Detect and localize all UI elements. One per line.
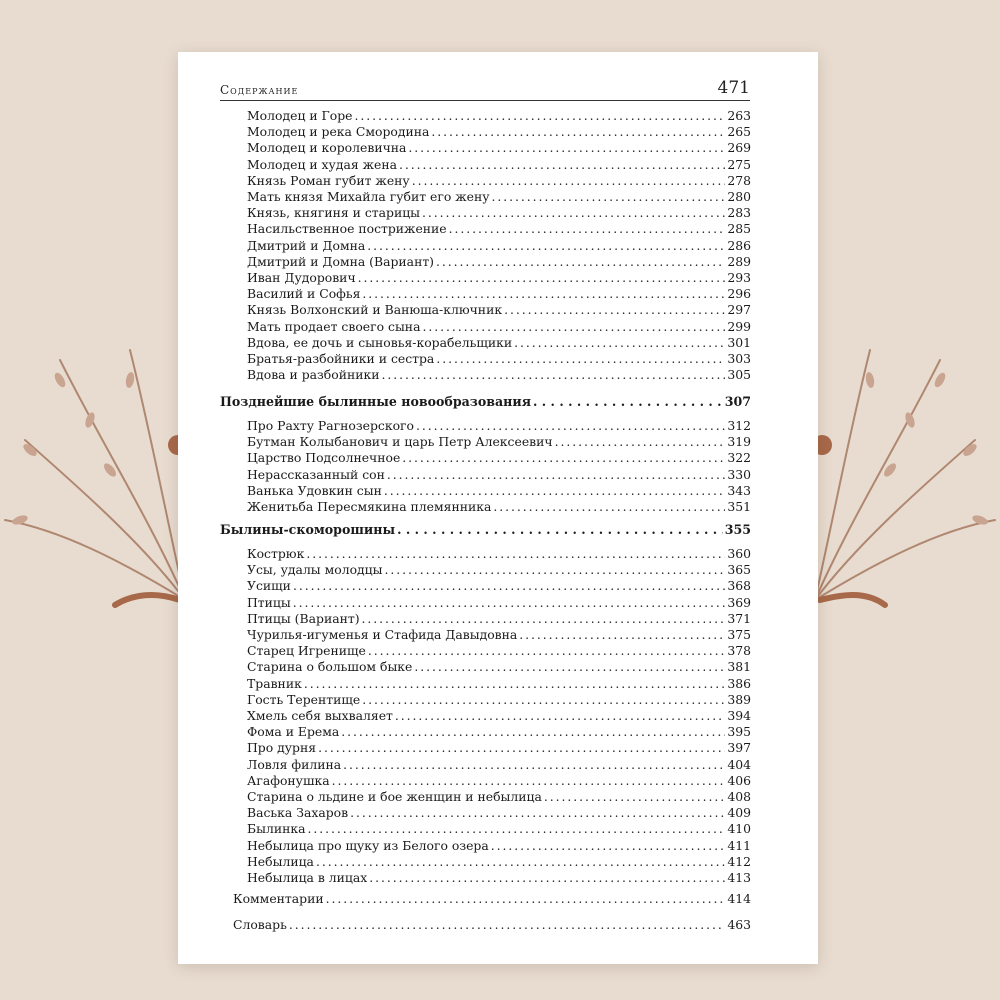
dot-leader <box>491 838 726 854</box>
toc-entry-page: 343 <box>727 482 751 498</box>
dot-leader <box>493 499 725 515</box>
toc-entry-page: 278 <box>727 172 751 188</box>
toc-entry-page: 355 <box>724 522 751 537</box>
toc-entry-title: Молодец и худая жена <box>247 156 397 172</box>
toc-entry-title: Травник <box>247 675 302 691</box>
toc-entry-title: Позднейшие былинные новообразования <box>220 394 532 409</box>
toc-entry-page: 351 <box>727 499 751 514</box>
toc-entry-title: Дмитрий и Домна (Вариант) <box>247 253 435 269</box>
toc-entry-page: 297 <box>727 302 751 318</box>
toc-entry-title: Былинка <box>247 821 306 837</box>
toc-entry-title: Князь Роман губит жену <box>247 172 410 188</box>
toc-entry-page: 283 <box>727 205 751 221</box>
dot-leader <box>308 821 726 837</box>
toc-entry-page: 389 <box>727 691 751 707</box>
toc-entry-page: 368 <box>727 578 751 594</box>
toc-entry-page: 269 <box>727 140 751 156</box>
toc-entry-title: Словарь <box>233 917 287 932</box>
toc-entry-title: Усищи <box>247 578 291 594</box>
toc-entry-title: Ванька Удовкин сын <box>247 482 382 498</box>
toc-entry-page: 263 <box>727 108 751 123</box>
dot-leader <box>293 578 725 594</box>
toc-entry-title: Старец Игренище <box>247 643 366 659</box>
toc-entry-title: Дмитрий и Домна <box>247 237 366 253</box>
dot-leader <box>343 757 725 773</box>
toc-entry <box>247 692 751 708</box>
toc-entry <box>247 467 751 483</box>
toc-entry <box>247 238 751 254</box>
toc-entry-page: 286 <box>727 237 751 253</box>
toc-entry-page: 312 <box>727 418 751 433</box>
toc-entry <box>247 499 751 515</box>
toc-entry-page: 307 <box>724 394 751 409</box>
toc-entry <box>247 595 751 611</box>
toc-entry-page: 381 <box>727 659 751 675</box>
dot-leader <box>514 335 725 351</box>
toc-entry-page: 409 <box>727 805 751 821</box>
toc-entry-page: 463 <box>727 917 751 932</box>
toc-entry-title: Чурилья-игуменья и Стафида Давыдовна <box>247 627 518 642</box>
dot-leader <box>304 676 726 692</box>
toc-entry <box>247 205 751 221</box>
toc-entry-page: 322 <box>727 450 751 466</box>
dot-leader <box>436 351 725 367</box>
toc-entry-title: Вдова и разбойники <box>247 367 380 383</box>
dot-leader <box>326 891 726 907</box>
toc-entry <box>247 676 751 692</box>
toc-entry-page: 397 <box>727 740 751 756</box>
dot-leader <box>431 124 725 140</box>
dot-leader <box>306 546 725 562</box>
dot-leader <box>341 724 725 740</box>
dot-leader <box>354 108 725 124</box>
toc-entry-title: Царство Подсолнечное <box>247 450 401 466</box>
toc-entry-page: 293 <box>727 270 751 285</box>
dot-leader <box>362 692 725 708</box>
dot-leader <box>318 740 725 756</box>
toc-entry <box>247 805 751 821</box>
toc-entry <box>247 483 751 499</box>
toc-section-heading <box>220 522 751 538</box>
toc-entry-page: 369 <box>727 594 751 610</box>
toc-entry <box>247 367 751 383</box>
toc-entry-title: Женитьба Пересмякина племянника <box>247 499 492 514</box>
toc-entry-title: Небылица про щуку из Белого озера <box>247 837 489 853</box>
toc-entry-page: 386 <box>727 675 751 691</box>
toc-entry-title: Молодец и Горе <box>247 108 353 123</box>
toc-entry-page: 289 <box>727 253 751 269</box>
toc-entry-title: Птицы <box>247 594 291 610</box>
toc-entry <box>247 157 751 173</box>
toc-entry <box>247 418 751 434</box>
toc-entry-page: 404 <box>727 756 751 772</box>
toc-entry <box>247 789 751 805</box>
toc-entry-title: Старина о большом быке <box>247 659 413 675</box>
toc-entry <box>247 708 751 724</box>
toc-entry <box>247 434 751 450</box>
dot-leader <box>408 140 725 156</box>
toc-entry <box>247 821 751 837</box>
toc-entry-title: Мать князя Михайла губит его жену <box>247 189 490 204</box>
toc-section-heading <box>220 394 751 410</box>
dot-leader <box>449 221 726 237</box>
toc-entry <box>247 659 751 675</box>
dot-leader <box>402 450 725 466</box>
toc-entry-title: Фома и Ерема <box>247 724 340 740</box>
toc-entry-title: Иван Дудорович <box>247 270 356 285</box>
toc-entry <box>247 450 751 466</box>
toc-entry-title: Усы, удалы молодцы <box>247 562 383 578</box>
toc-entry <box>247 335 751 351</box>
toc-entry-title: Про дурня <box>247 740 317 756</box>
dot-leader <box>332 773 726 789</box>
toc-entry-page: 413 <box>727 870 751 885</box>
toc-entry-title: Мать продает своего сына <box>247 318 421 334</box>
toc-entry-title: Кострюк <box>247 546 305 561</box>
toc-entry <box>247 773 751 789</box>
toc-entry-page: 395 <box>727 724 751 740</box>
dot-leader <box>385 562 726 578</box>
toc-entry-page: 410 <box>727 821 751 837</box>
toc-entry-title: Нерассказанный сон <box>247 466 385 482</box>
toc-entry <box>247 724 751 740</box>
toc-entry-page: 319 <box>727 434 751 450</box>
toc-entry <box>247 319 751 335</box>
dot-leader <box>367 238 725 254</box>
dot-leader <box>492 189 726 205</box>
toc-entry-page: 330 <box>727 466 751 482</box>
dot-leader <box>350 805 725 821</box>
dot-leader <box>422 205 725 221</box>
dot-leader <box>381 367 725 383</box>
toc-entry-page: 371 <box>727 610 751 626</box>
toc-entry-title: Князь, княгиня и старицы <box>247 205 421 221</box>
dot-leader <box>384 483 725 499</box>
toc-entry-page: 375 <box>727 627 751 642</box>
toc-entry-title: Старина о льдине и бое женщин и небылица <box>247 789 542 804</box>
running-head-page-number: 471 <box>717 78 750 98</box>
dot-leader <box>289 917 725 933</box>
toc-entry <box>247 838 751 854</box>
toc-entry-page: 296 <box>727 286 751 302</box>
toc-entry-title: Небылица <box>247 853 314 869</box>
toc-entry-title: Гость Терентище <box>247 691 361 707</box>
toc-entry <box>247 124 751 140</box>
toc-entry-title: Небылица в лицах <box>247 870 368 885</box>
dot-leader <box>544 789 725 805</box>
toc-entry-title: Бутман Колыбанович и царь Петр Алексеевич <box>247 434 553 450</box>
toc-entry <box>247 108 751 124</box>
toc-entry-page: 412 <box>727 853 751 869</box>
toc-entry-title: Братья-разбойники и сестра <box>247 351 435 366</box>
running-head-title: Содержание <box>220 83 299 97</box>
toc-entry <box>247 546 751 562</box>
toc-entry-title: Хмель себя выхваляет <box>247 708 393 723</box>
dot-leader <box>316 854 725 870</box>
dot-leader <box>414 659 725 675</box>
toc-entry <box>247 189 751 205</box>
toc-entry-title: Вдова, ее дочь и сыновья-корабельщики <box>247 334 513 350</box>
dot-leader <box>397 522 723 538</box>
dot-leader <box>368 643 726 659</box>
running-head <box>220 78 750 101</box>
toc-entry <box>247 173 751 189</box>
toc-entry <box>247 627 751 643</box>
toc-entry <box>247 578 751 594</box>
toc-entry-page: 411 <box>727 837 751 853</box>
toc-entry-page: 394 <box>727 708 751 723</box>
dot-leader <box>555 434 726 450</box>
dot-leader <box>533 394 723 410</box>
toc-entry <box>247 740 751 756</box>
toc-entry <box>247 221 751 237</box>
dot-leader <box>399 157 725 173</box>
toc-entry-page: 365 <box>727 562 751 578</box>
dot-leader <box>293 595 726 611</box>
toc-entry-title: Васька Захаров <box>247 805 349 821</box>
dot-leader <box>369 870 725 886</box>
toc-entry-page: 303 <box>727 351 751 366</box>
toc-entry-title: Василий и Софья <box>247 286 361 302</box>
toc-entry-page: 280 <box>727 189 751 204</box>
toc-entry-title: Птицы (Вариант) <box>247 610 360 626</box>
toc-entry <box>247 757 751 773</box>
toc-entry-title: Молодец и река Смородина <box>247 124 430 140</box>
toc-entry <box>247 643 751 659</box>
dot-leader <box>362 286 725 302</box>
dot-leader <box>519 627 725 643</box>
toc-entry <box>247 286 751 302</box>
toc-entry <box>247 254 751 270</box>
toc-entry-page: 299 <box>727 318 751 334</box>
toc-entry <box>247 562 751 578</box>
dot-leader <box>422 319 725 335</box>
toc-entry-page: 414 <box>727 891 751 906</box>
toc-entry <box>247 140 751 156</box>
toc-entry-page: 285 <box>727 221 751 237</box>
dot-leader <box>436 254 725 270</box>
toc-entry-page: 265 <box>727 124 751 140</box>
dot-leader <box>504 302 725 318</box>
toc-entry-title: Былины-скоморошины <box>220 522 396 537</box>
toc-entry-page: 301 <box>727 334 751 350</box>
dot-leader <box>362 611 726 627</box>
toc-entry-title: Молодец и королевична <box>247 140 407 156</box>
toc-commentary <box>233 891 751 907</box>
toc-entry <box>247 351 751 367</box>
toc-entry-page: 275 <box>727 156 751 172</box>
dot-leader <box>358 270 726 286</box>
book-page <box>178 52 818 964</box>
toc-glossary <box>233 917 751 933</box>
toc-entry-title: Ловля филина <box>247 756 342 772</box>
toc-entry <box>247 870 751 886</box>
toc-entry-title: Про Рахту Рагнозерского <box>247 418 414 433</box>
toc-entry-page: 360 <box>727 546 751 561</box>
toc-entry <box>247 854 751 870</box>
toc-entry-title: Князь Волхонский и Ванюша-ключник <box>247 302 503 318</box>
toc-entry-page: 408 <box>727 789 751 804</box>
toc-entry-page: 305 <box>727 367 751 383</box>
toc-entry-title: Комментарии <box>233 891 324 906</box>
toc-entry <box>247 302 751 318</box>
dot-leader <box>412 173 726 189</box>
toc-entry-title: Насильственное пострижение <box>247 221 447 237</box>
dot-leader <box>395 708 725 724</box>
toc-entry-page: 378 <box>727 643 751 659</box>
dot-leader <box>387 467 725 483</box>
toc-entry <box>247 611 751 627</box>
dot-leader <box>416 418 725 434</box>
toc-entry <box>247 270 751 286</box>
toc-entry-page: 406 <box>727 772 751 788</box>
toc-entry-title: Агафонушка <box>247 772 330 788</box>
